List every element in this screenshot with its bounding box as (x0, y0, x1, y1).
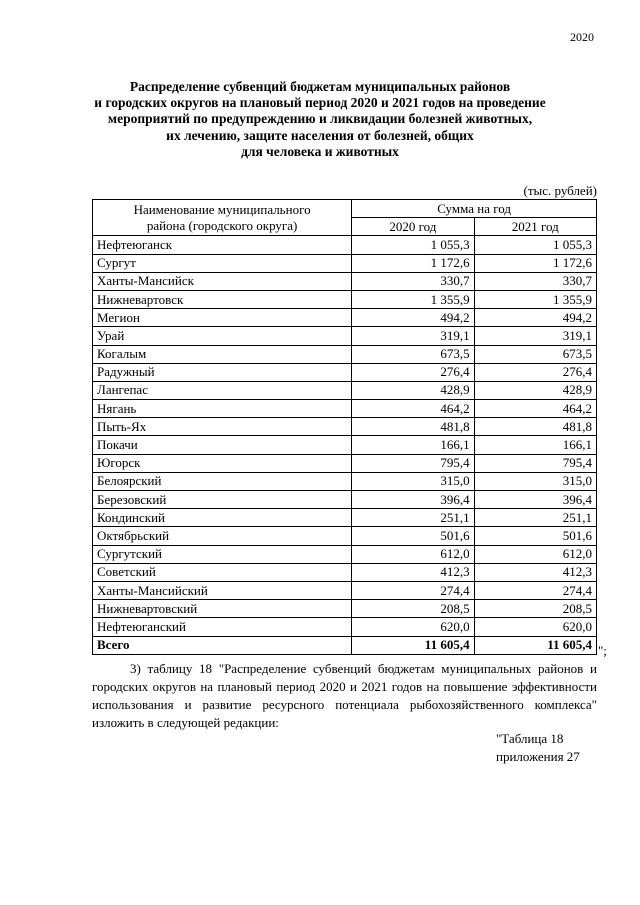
row-name: Мегион (93, 309, 352, 327)
row-2021: 315,0 (474, 472, 596, 490)
row-name: Советский (93, 563, 352, 581)
table-row (93, 363, 597, 381)
title-line: Распределение субвенций бюджетам муниципальных районов (129, 79, 511, 94)
row-2020: 612,0 (352, 545, 474, 563)
row-2020: 274,4 (352, 581, 474, 599)
table-row (93, 290, 597, 308)
row-2020: 251,1 (352, 509, 474, 527)
row-2020: 166,1 (352, 436, 474, 454)
table-row (93, 418, 597, 436)
table-row (93, 236, 597, 254)
row-2021: 251,1 (474, 509, 596, 527)
header-2020: 2020 год (352, 218, 474, 236)
row-2020: 673,5 (352, 345, 474, 363)
row-2021: 464,2 (474, 400, 596, 418)
table-row (93, 563, 597, 581)
table-row (93, 600, 597, 618)
row-name: Кондинский (93, 509, 352, 527)
row-2021: 494,2 (474, 309, 596, 327)
subventions-table (92, 199, 597, 655)
table-row (93, 545, 597, 563)
table-row (93, 400, 597, 418)
row-2020: 795,4 (352, 454, 474, 472)
total-2021: 11 605,4 (474, 636, 596, 654)
row-2021: 795,4 (474, 454, 596, 472)
table-ref-line: "Таблица 18 (496, 731, 564, 746)
total-label: Всего (93, 636, 352, 654)
row-name: Ханты-Мансийский (93, 581, 352, 599)
row-2020: 315,0 (352, 472, 474, 490)
table-row (93, 272, 597, 290)
row-name: Октябрьский (93, 527, 352, 545)
table-row (93, 436, 597, 454)
row-2020: 428,9 (352, 381, 474, 399)
table-row (93, 381, 597, 399)
row-2021: 1 355,9 (474, 290, 596, 308)
row-2020: 501,6 (352, 527, 474, 545)
table-row (93, 454, 597, 472)
row-2021: 208,5 (474, 600, 596, 618)
document-title (80, 79, 560, 160)
row-name: Сургутский (93, 545, 352, 563)
row-2020: 1 355,9 (352, 290, 474, 308)
units-label: (тыс. рублей) (523, 183, 597, 198)
row-2021: 330,7 (474, 272, 596, 290)
row-name: Сургут (93, 254, 352, 272)
row-name: Нижневартовск (93, 290, 352, 308)
row-2020: 494,2 (352, 309, 474, 327)
table-ref-line: приложения 27 (496, 749, 580, 764)
row-2020: 330,7 (352, 272, 474, 290)
closing-quote: "; (598, 643, 607, 658)
table-row (93, 491, 597, 509)
header-name: Наименование муниципального района (городского округа) (93, 200, 352, 236)
row-2020: 1 055,3 (352, 236, 474, 254)
row-2021: 396,4 (474, 491, 596, 509)
table-row (93, 327, 597, 345)
row-2021: 319,1 (474, 327, 596, 345)
row-2020: 396,4 (352, 491, 474, 509)
row-2021: 501,6 (474, 527, 596, 545)
row-name: Югорск (93, 454, 352, 472)
table-row (93, 618, 597, 636)
table-row (93, 254, 597, 272)
total-2020: 11 605,4 (352, 636, 474, 654)
row-name: Лангепас (93, 381, 352, 399)
row-2021: 1 055,3 (474, 236, 596, 254)
row-name: Пыть-Ях (93, 418, 352, 436)
row-name: Березовский (93, 491, 352, 509)
row-name: Белоярский (93, 472, 352, 490)
row-2020: 620,0 (352, 618, 474, 636)
row-2021: 481,8 (474, 418, 596, 436)
row-2020: 319,1 (352, 327, 474, 345)
title-line: мероприятий по предупреждению и ликвидации болезней животных, (107, 111, 533, 127)
row-2021: 412,3 (474, 563, 596, 581)
row-2020: 481,8 (352, 418, 474, 436)
table-reference (496, 730, 580, 766)
row-name: Ханты-Мансийск (93, 272, 352, 290)
title-line: и городских округов на плановый период 2020 и 2021 годов на проведение (94, 95, 546, 111)
row-2021: 620,0 (474, 618, 596, 636)
header-sum: Сумма на год (352, 200, 597, 218)
total-row (93, 636, 597, 654)
row-2021: 166,1 (474, 436, 596, 454)
table-row (93, 527, 597, 545)
table-row (93, 581, 597, 599)
row-2021: 274,4 (474, 581, 596, 599)
row-2021: 673,5 (474, 345, 596, 363)
row-2021: 612,0 (474, 545, 596, 563)
row-name: Когалым (93, 345, 352, 363)
row-name: Нижневартовский (93, 600, 352, 618)
table-row (93, 309, 597, 327)
row-name: Нефтеюганск (93, 236, 352, 254)
row-2020: 412,3 (352, 563, 474, 581)
row-name: Покачи (93, 436, 352, 454)
title-line: их лечению, защите населения от болезней, общих (166, 127, 474, 143)
title-line: для человека и животных (241, 143, 399, 159)
amendment-paragraph (92, 660, 597, 732)
row-2021: 1 172,6 (474, 254, 596, 272)
row-2020: 208,5 (352, 600, 474, 618)
page-number: 2020 (570, 30, 594, 44)
row-name: Нефтеюганский (93, 618, 352, 636)
row-2020: 1 172,6 (352, 254, 474, 272)
row-name: Радужный (93, 363, 352, 381)
row-2021: 276,4 (474, 363, 596, 381)
table-row (93, 345, 597, 363)
paragraph-text: 3) таблицу 18 "Распределение субвенций бюджетам муниципальных районов и городских округов на плановый период 2020 и 2021 годов на повышение эффективности использования и развитие ресурсного потенциала рыбохозяйственного комплекса" изложить в следующей редакции: (92, 661, 597, 730)
table-row (93, 509, 597, 527)
row-2021: 428,9 (474, 381, 596, 399)
table-row (93, 472, 597, 490)
row-2020: 276,4 (352, 363, 474, 381)
row-2020: 464,2 (352, 400, 474, 418)
header-2021: 2021 год (474, 218, 596, 236)
row-name: Урай (93, 327, 352, 345)
row-name: Нягань (93, 400, 352, 418)
